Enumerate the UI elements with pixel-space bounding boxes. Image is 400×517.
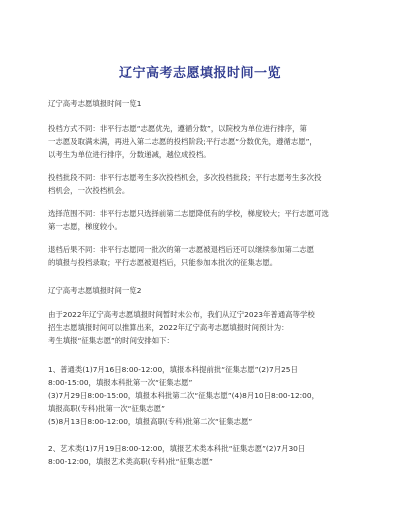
paragraph-line: 的填报与投档录取；平行志愿被退档后，只能参加本批次的征集志愿。 (48, 258, 278, 267)
paragraph-line: (3)7月29日8:00-15:00，填报本科批第二次“征集志愿”(4)8月10日8:00-12:00， (48, 391, 319, 400)
paragraph-line: 投档方式不同：非平行志愿“志愿优先，遵循分数”，以院校为单位进行排序，第 (48, 124, 307, 133)
paragraph-line: 投档批段不同：非平行志愿考生多次投档机会，多次投档批段；平行志愿考生多次投 (48, 173, 322, 182)
paragraph-line: 招生志愿填报时间可以推算出来，2022年辽宁高考志愿填报时间预计为： (48, 323, 289, 332)
paragraph-line: 填报高职(专科)批第一次“征集志愿” (48, 404, 165, 413)
paragraph-line: 档机会，一次投档机会。 (48, 186, 130, 195)
paragraph-line: 由于2022年辽宁高考志愿填报时间暂时未公布，我们从辽宁2023年普通高等学校 (48, 310, 315, 319)
paragraph-line: 考生填报“征集志愿”的时间安排如下： (48, 336, 174, 345)
paragraph-line: 一志愿及取满未满，再进入第二志愿的投档阶段;平行志愿“分数优先，遵循志愿”， (48, 137, 317, 146)
paragraph-line: 8:00-15:00，填报本科批第一次“征集志愿” (48, 378, 193, 387)
paragraph-line: 退档后果不同：非平行志愿同一批次的第一志愿被退档后还可以继续参加第二志愿 (48, 245, 315, 254)
document-title: 辽宁高考志愿填报时间一览 (118, 66, 281, 81)
paragraph-line: 1、普通类(1)7月16日8:00-12:00，填报本科提前批“征集志愿”(2)7月25日 (48, 365, 298, 374)
paragraph-line: 2、艺术类(1)7月19日8:00-12:00，填报艺术类本科批“征集志愿”(2)7月30日 (48, 444, 306, 453)
paragraph-line: 选择范围不同：非平行志愿只选择前第二志愿降低有的学校，梯度较大；平行志愿可选 (48, 209, 329, 218)
paragraph-line: 8:00-12:00，填报艺术类高职(专科)批“征集志愿” (48, 457, 213, 466)
paragraph-line: 第一志愿，梯度较小。 (48, 222, 122, 231)
paragraph-line: (5)8月13日8:00-12:00，填报高职(专科)批第二次“征集志愿” (48, 417, 253, 426)
section-heading-1: 辽宁高考志愿填报时间一览1 (48, 99, 142, 108)
paragraph-line: 以考生为单位进行排序，分数递减，越位成投档。 (48, 150, 211, 159)
section-heading-2: 辽宁高考志愿填报时间一览2 (48, 286, 142, 295)
